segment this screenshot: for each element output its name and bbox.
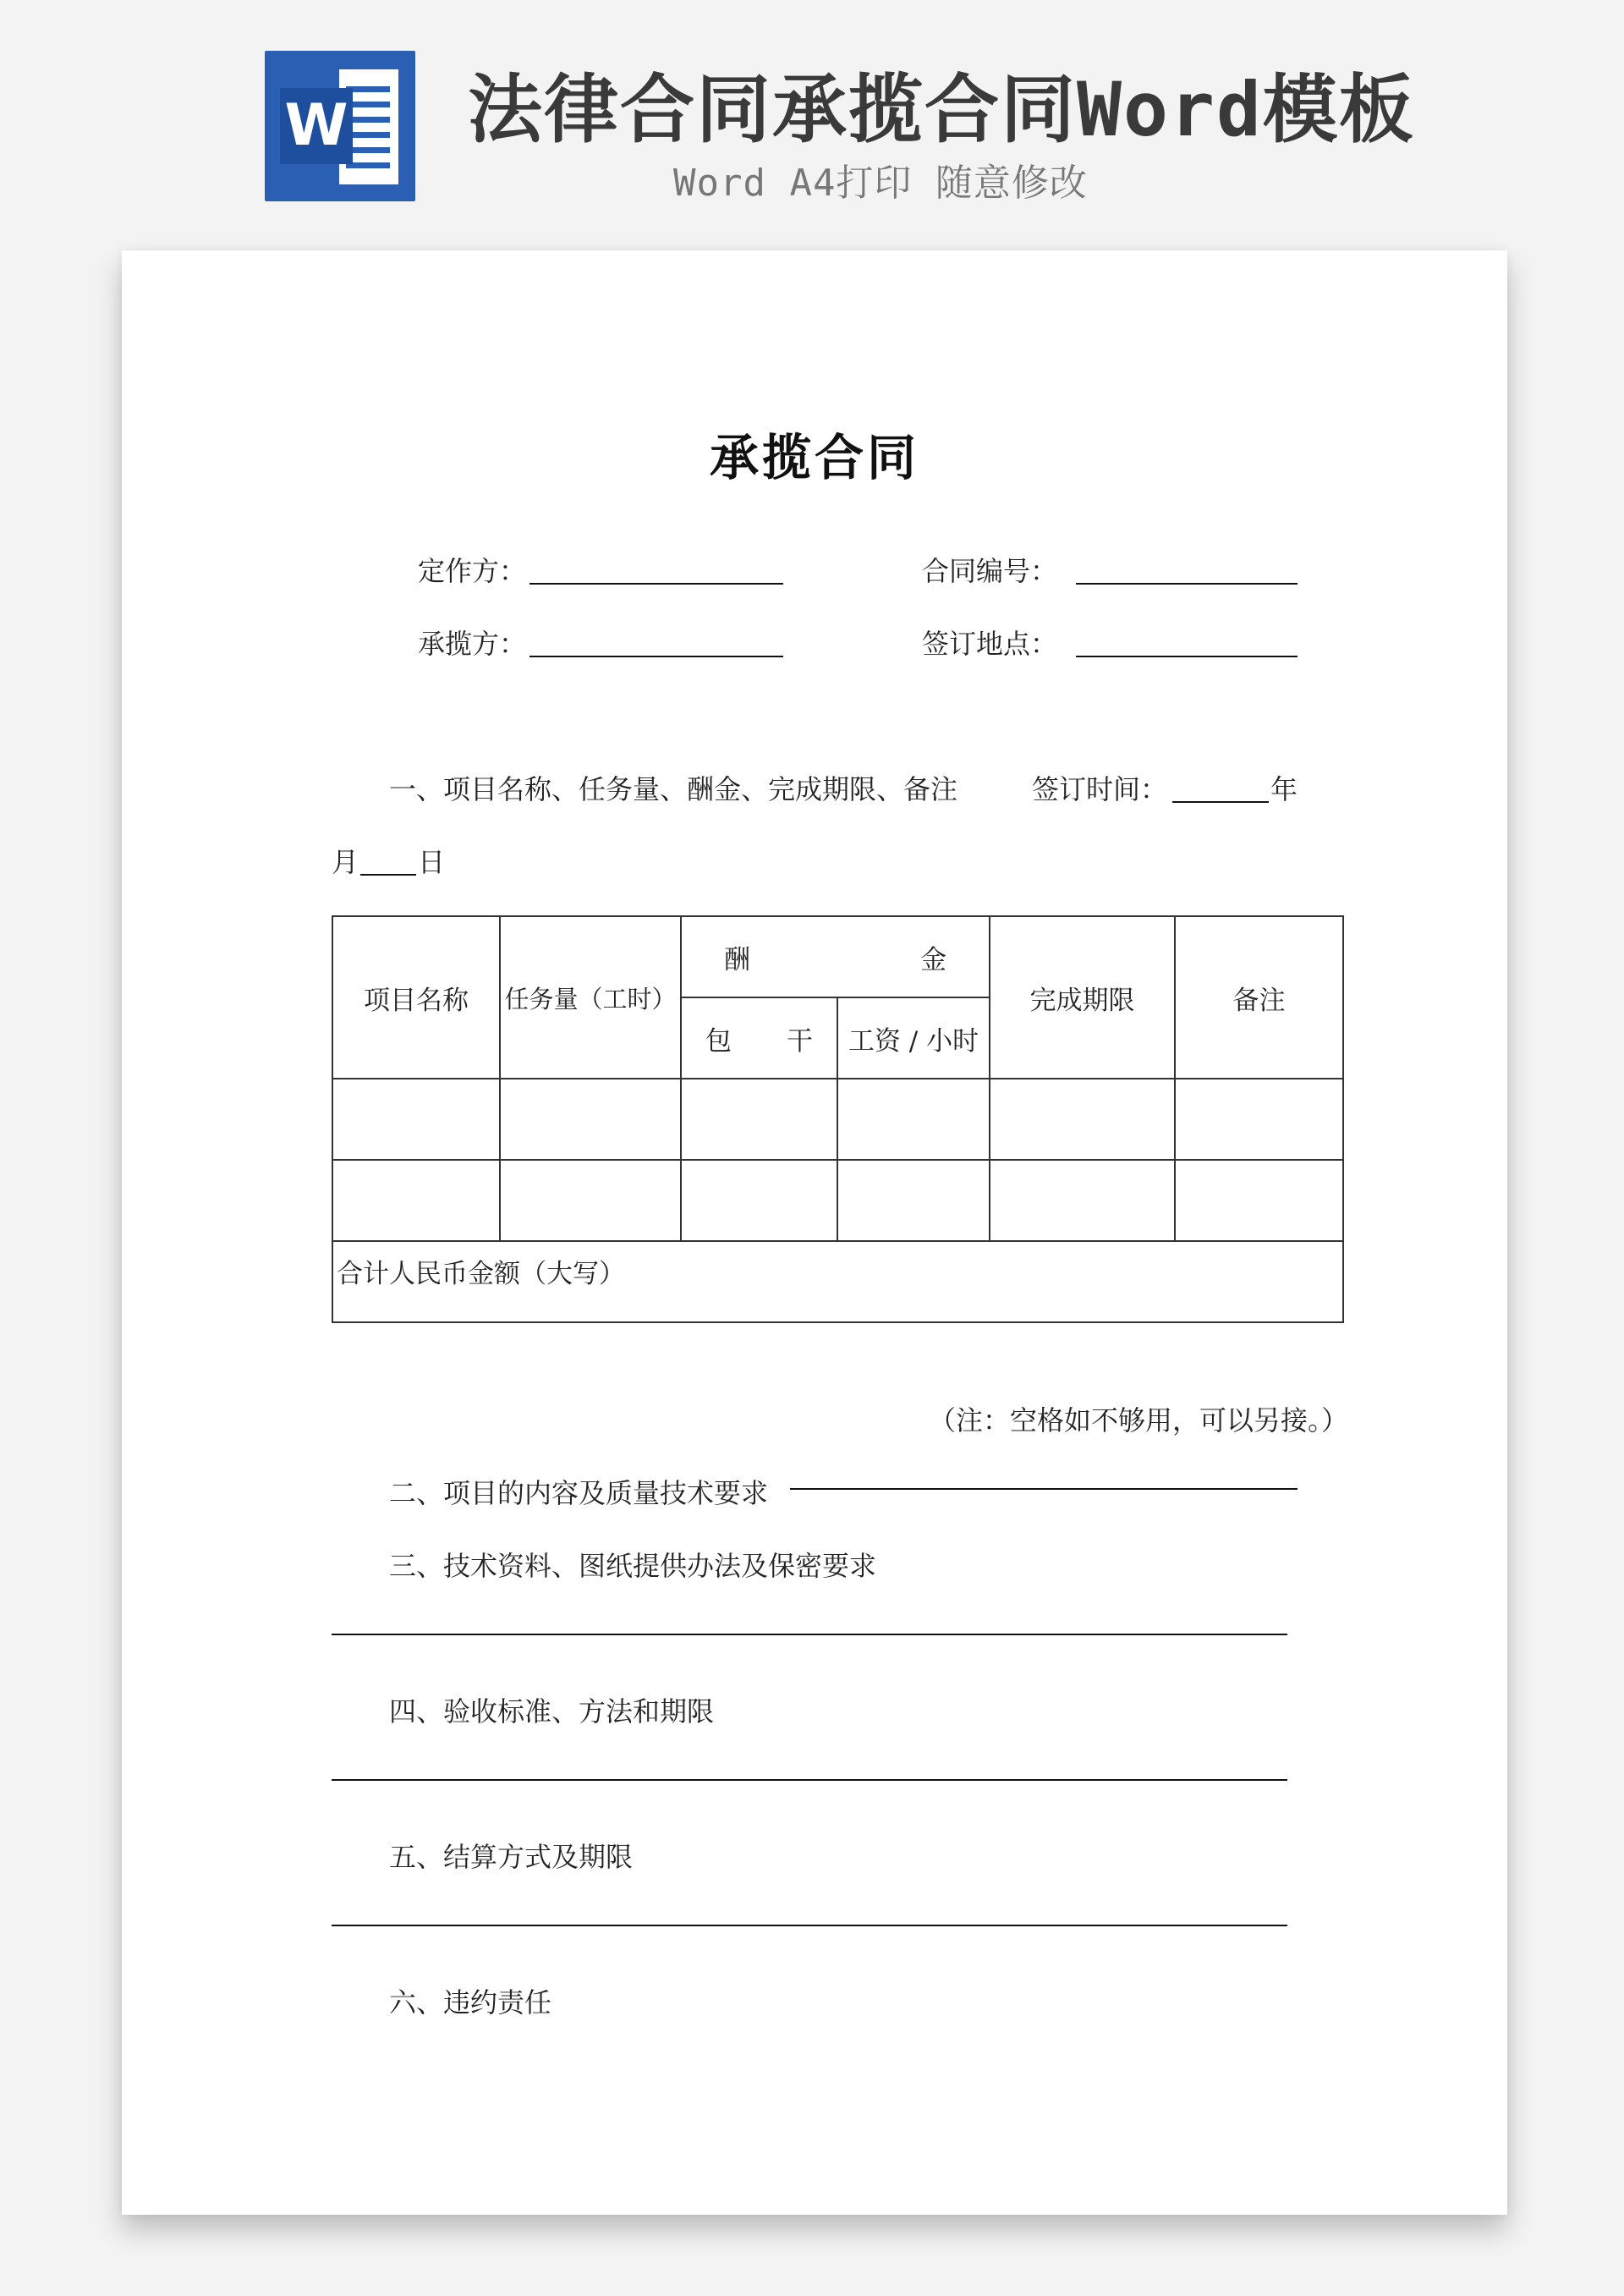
day-label: 日 — [418, 846, 446, 878]
sign-month-line — [360, 874, 416, 876]
contractor-label: 承揽方： — [418, 628, 527, 660]
section6-heading: 六、违约责任 — [389, 1986, 552, 2019]
header-lump-left: 包 — [705, 1025, 732, 1057]
word-logo-icon — [265, 51, 415, 201]
sign-year-line — [1172, 801, 1269, 803]
year-label: 年 — [1270, 773, 1298, 805]
contract-no-line — [1076, 583, 1298, 585]
section2-heading: 二、项目的内容及质量技术要求 — [389, 1477, 769, 1509]
header-deadline: 完成期限 — [990, 916, 1175, 1079]
ordering-party-label: 定作方： — [418, 555, 527, 587]
header-remark: 备注 — [1175, 916, 1343, 1079]
table-cell[interactable] — [500, 1079, 681, 1160]
note-text: （注：空格如不够用，可以另接。） — [929, 1404, 1349, 1436]
section5-line — [332, 1925, 1287, 1926]
sign-place-line — [1076, 656, 1298, 657]
sign-time-label: 签订时间： — [1032, 773, 1168, 805]
table-cell[interactable] — [837, 1079, 990, 1160]
header-payment-left: 酬 — [724, 944, 750, 975]
document-page — [122, 250, 1507, 2215]
section3-heading: 三、技术资料、图纸提供办法及保密要求 — [389, 1550, 877, 1582]
total-amount-label: 合计人民币金额（大写） — [332, 1241, 1343, 1322]
table-row — [332, 1079, 1343, 1160]
banner-subtitle: Word A4打印 随意修改 — [673, 162, 1088, 205]
header-lump-sum — [681, 997, 837, 1079]
banner-title: 法律合同承揽合同Word模板 — [468, 66, 1415, 153]
table-cell[interactable] — [500, 1160, 681, 1241]
header-hourly-wage: 工资 / 小时 — [837, 997, 990, 1079]
table-cell[interactable] — [681, 1160, 837, 1241]
section2-line — [790, 1488, 1298, 1490]
table-cell[interactable] — [837, 1160, 990, 1241]
header-project-name: 项目名称 — [332, 916, 500, 1079]
table-row — [332, 1160, 1343, 1241]
table-cell[interactable] — [332, 1079, 500, 1160]
ordering-party-line — [529, 583, 783, 585]
table-cell[interactable] — [1175, 1160, 1343, 1241]
table-cell[interactable] — [332, 1160, 500, 1241]
contract-no-label: 合同编号： — [922, 555, 1058, 587]
table-cell[interactable] — [1175, 1079, 1343, 1160]
section4-line — [332, 1779, 1287, 1781]
contract-table — [332, 915, 1344, 1323]
table-cell[interactable] — [990, 1079, 1175, 1160]
month-label: 月 — [332, 846, 359, 878]
table-cell[interactable] — [681, 1079, 837, 1160]
header-payment-right: 金 — [920, 944, 946, 975]
sign-place-label: 签订地点： — [922, 628, 1058, 660]
section5-heading: 五、结算方式及期限 — [389, 1841, 634, 1873]
word-logo-letter: W — [280, 88, 353, 164]
header-workload: 任务量（工时） — [500, 916, 681, 1079]
section3-line — [332, 1634, 1287, 1635]
header-payment — [681, 916, 990, 997]
header-lump-right: 干 — [787, 1025, 813, 1057]
document-title: 承揽合同 — [709, 429, 919, 486]
section4-heading: 四、验收标准、方法和期限 — [389, 1695, 715, 1727]
contractor-line — [529, 656, 783, 657]
banner-header — [0, 0, 1624, 220]
section1-heading: 一、项目名称、任务量、酬金、完成期限、备注 — [389, 773, 958, 805]
table-cell[interactable] — [990, 1160, 1175, 1241]
